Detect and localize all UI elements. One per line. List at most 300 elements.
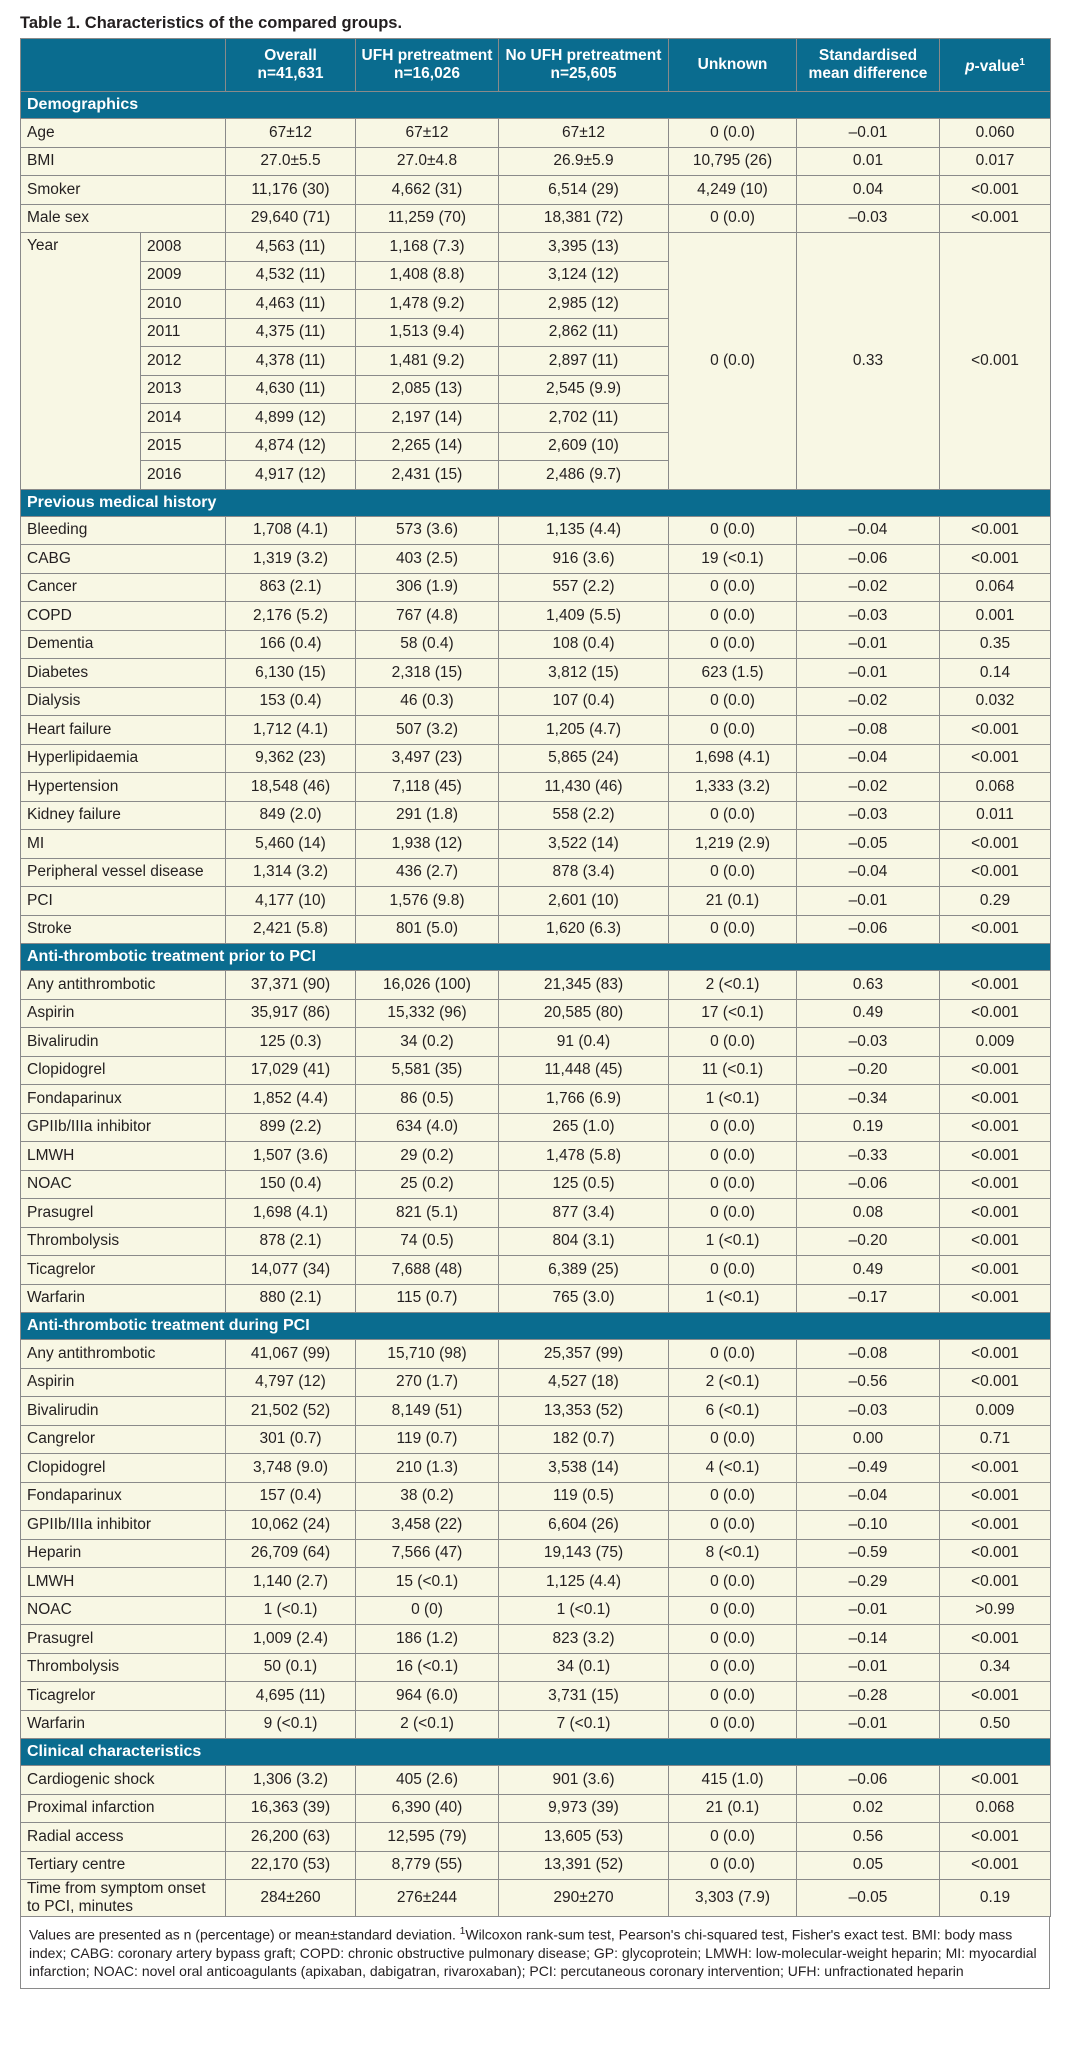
cell-smd: –0.10 [797, 1511, 940, 1540]
cell-smd: –0.08 [797, 716, 940, 745]
cell-ufh: 6,390 (40) [356, 1794, 499, 1823]
cell-ufh: 67±12 [356, 119, 499, 148]
cell-noufh: 125 (0.5) [499, 1170, 669, 1199]
year-label: 2015 [141, 432, 226, 461]
cell-unknown: 10,795 (26) [669, 147, 797, 176]
table-footnote: Values are presented as n (percentage) or mean±standard deviation. $^1$Wilcoxon rank-sum test, Pearson's chi-squared test, Fisher's exact test. BMI: body mass index; CABG: coronary artery bypass graft; COPD: chronic obstructive pulmonary disease; GP: glycoprotein; LMWH: low-molecular-weight heparin; MI: myocardial infarction; NOAC: novel oral anticoagulants (apixaban, dabigatran, rivaroxaban); PCI: percutaneous coronary intervention; UFH: unfractionated heparin [20, 1917, 1050, 1989]
row-label: Male sex [21, 204, 226, 233]
row-label: Time from symptom onset to PCI, minutes [21, 1880, 226, 1917]
cell-ufh: 2 (<0.1) [356, 1710, 499, 1739]
cell-noufh: 182 (0.7) [499, 1425, 669, 1454]
row-label: COPD [21, 602, 226, 631]
cell-overall: 4,874 (12) [226, 432, 356, 461]
section-title: Anti-thrombotic treatment prior to PCI [21, 944, 1051, 971]
cell-ufh: 1,478 (9.2) [356, 290, 499, 319]
cell-smd: –0.03 [797, 602, 940, 631]
cell-p: <0.001 [940, 1851, 1051, 1880]
cell-noufh: 3,124 (12) [499, 261, 669, 290]
cell-overall: 1 (<0.1) [226, 1596, 356, 1625]
cell-smd: 0.49 [797, 999, 940, 1028]
cell-p: 0.068 [940, 773, 1051, 802]
cell-noufh: 2,609 (10) [499, 432, 669, 461]
cell-smd: –0.28 [797, 1682, 940, 1711]
cell-ufh: 27.0±4.8 [356, 147, 499, 176]
cell-ufh: 16 (<0.1) [356, 1653, 499, 1682]
cell-ufh: 573 (3.6) [356, 516, 499, 545]
table-row [21, 1056, 1051, 1085]
row-label: Proximal infarction [21, 1794, 226, 1823]
cell-overall: 4,463 (11) [226, 290, 356, 319]
row-label: Kidney failure [21, 801, 226, 830]
row-label: BMI [21, 147, 226, 176]
cell-noufh: 5,865 (24) [499, 744, 669, 773]
cell-p: <0.001 [940, 1568, 1051, 1597]
cell-smd: 0.63 [797, 971, 940, 1000]
cell-unknown: 0 (0.0) [669, 1851, 797, 1880]
cell-p: <0.001 [940, 1284, 1051, 1313]
cell-noufh: 3,812 (15) [499, 659, 669, 688]
cell-unknown: 3,303 (7.9) [669, 1880, 797, 1917]
section-title: Anti-thrombotic treatment during PCI [21, 1313, 1051, 1340]
table-row [21, 1227, 1051, 1256]
header-pvalue: p-value$^1$ [940, 39, 1051, 92]
table-row [21, 773, 1051, 802]
table-row [21, 630, 1051, 659]
row-label: Hypertension [21, 773, 226, 802]
header-ufh: UFH pretreatment n=16,026 [356, 39, 499, 92]
row-label: Cancer [21, 573, 226, 602]
cell-ufh: 821 (5.1) [356, 1199, 499, 1228]
cell-noufh: 878 (3.4) [499, 858, 669, 887]
cell-smd: –0.05 [797, 830, 940, 859]
row-label: MI [21, 830, 226, 859]
row-label: NOAC [21, 1170, 226, 1199]
cell-p: <0.001 [940, 858, 1051, 887]
cell-p: 0.50 [940, 1710, 1051, 1739]
cell-p: <0.001 [940, 176, 1051, 205]
year-label: 2016 [141, 461, 226, 490]
row-label: Cardiogenic shock [21, 1766, 226, 1795]
cell-smd: –0.06 [797, 1766, 940, 1795]
cell-p: <0.001 [940, 1682, 1051, 1711]
cell-smd: –0.17 [797, 1284, 940, 1313]
cell-smd: –0.29 [797, 1568, 940, 1597]
cell-noufh: 2,601 (10) [499, 887, 669, 916]
table-caption: Table 1. Characteristics of the compared groups. [20, 14, 403, 32]
table-row [21, 1368, 1051, 1397]
table-row [21, 545, 1051, 574]
cell-noufh: 26.9±5.9 [499, 147, 669, 176]
header-unknown: Unknown [669, 39, 797, 92]
cell-ufh: 405 (2.6) [356, 1766, 499, 1795]
cell-overall: 863 (2.1) [226, 573, 356, 602]
cell-smd: –0.04 [797, 858, 940, 887]
cell-ufh: 7,118 (45) [356, 773, 499, 802]
cell-p: <0.001 [940, 744, 1051, 773]
cell-smd: –0.14 [797, 1625, 940, 1654]
cell-smd: –0.06 [797, 545, 940, 574]
cell-ufh: 86 (0.5) [356, 1085, 499, 1114]
cell-ufh: 964 (6.0) [356, 1682, 499, 1711]
cell-ufh: 2,318 (15) [356, 659, 499, 688]
section-title: Clinical characteristics [21, 1739, 1051, 1766]
row-label: Ticagrelor [21, 1682, 226, 1711]
cell-unknown: 0 (0.0) [669, 801, 797, 830]
cell-unknown: 0 (0.0) [669, 1113, 797, 1142]
cell-unknown: 1 (<0.1) [669, 1085, 797, 1114]
table-row [21, 1596, 1051, 1625]
cell-p: <0.001 [940, 545, 1051, 574]
table-row [21, 744, 1051, 773]
row-label: Fondaparinux [21, 1085, 226, 1114]
table-row [21, 1880, 1051, 1917]
cell-noufh: 1,135 (4.4) [499, 516, 669, 545]
table-row [21, 858, 1051, 887]
cell-overall: 153 (0.4) [226, 687, 356, 716]
cell-overall: 1,314 (3.2) [226, 858, 356, 887]
table-row [21, 1085, 1051, 1114]
cell-p: 0.009 [940, 1397, 1051, 1426]
cell-smd: –0.34 [797, 1085, 940, 1114]
cell-ufh: 801 (5.0) [356, 915, 499, 944]
cell-noufh: 823 (3.2) [499, 1625, 669, 1654]
cell-noufh: 11,430 (46) [499, 773, 669, 802]
table-row [21, 716, 1051, 745]
cell-unknown: 0 (0.0) [669, 573, 797, 602]
cell-smd: –0.04 [797, 744, 940, 773]
cell-noufh: 13,605 (53) [499, 1823, 669, 1852]
cell-ufh: 276±244 [356, 1880, 499, 1917]
cell-p: <0.001 [940, 830, 1051, 859]
cell-p: 0.064 [940, 573, 1051, 602]
cell-overall: 11,176 (30) [226, 176, 356, 205]
cell-ufh: 58 (0.4) [356, 630, 499, 659]
cell-overall: 4,532 (11) [226, 261, 356, 290]
cell-smd: 0.02 [797, 1794, 940, 1823]
cell-overall: 166 (0.4) [226, 630, 356, 659]
row-label: Aspirin [21, 999, 226, 1028]
cell-ufh: 15,332 (96) [356, 999, 499, 1028]
header-no-ufh: No UFH pretreatment n=25,605 [499, 39, 669, 92]
cell-noufh: 3,731 (15) [499, 1682, 669, 1711]
section-title: Previous medical history [21, 489, 1051, 516]
cell-overall: 1,319 (3.2) [226, 545, 356, 574]
table-row [21, 602, 1051, 631]
cell-noufh: 2,897 (11) [499, 347, 669, 376]
cell-ufh: 634 (4.0) [356, 1113, 499, 1142]
cell-overall: 1,698 (4.1) [226, 1199, 356, 1228]
cell-noufh: 1,620 (6.3) [499, 915, 669, 944]
cell-noufh: 1,766 (6.9) [499, 1085, 669, 1114]
cell-ufh: 1,938 (12) [356, 830, 499, 859]
cell-overall: 4,899 (12) [226, 404, 356, 433]
table-row [21, 1284, 1051, 1313]
cell-unknown: 0 (0.0) [669, 1823, 797, 1852]
table-row [21, 659, 1051, 688]
cell-p: <0.001 [940, 1170, 1051, 1199]
row-label: Fondaparinux [21, 1482, 226, 1511]
cell-noufh: 21,345 (83) [499, 971, 669, 1000]
cell-overall: 10,062 (24) [226, 1511, 356, 1540]
row-label: GPIIb/IIIa inhibitor [21, 1113, 226, 1142]
cell-smd: –0.01 [797, 1596, 940, 1625]
row-label: Any antithrombotic [21, 1340, 226, 1369]
row-label: Thrombolysis [21, 1227, 226, 1256]
cell-overall: 50 (0.1) [226, 1653, 356, 1682]
cell-smd: –0.01 [797, 887, 940, 916]
cell-ufh: 8,149 (51) [356, 1397, 499, 1426]
cell-overall: 284±260 [226, 1880, 356, 1917]
cell-p: >0.99 [940, 1596, 1051, 1625]
cell-ufh: 16,026 (100) [356, 971, 499, 1000]
row-label: CABG [21, 545, 226, 574]
row-label: Aspirin [21, 1368, 226, 1397]
cell-p: <0.001 [940, 999, 1051, 1028]
table-row [21, 1539, 1051, 1568]
cell-noufh: 25,357 (99) [499, 1340, 669, 1369]
cell-ufh: 291 (1.8) [356, 801, 499, 830]
characteristics-table [20, 38, 1051, 1917]
row-label: Prasugrel [21, 1625, 226, 1654]
row-label: Age [21, 119, 226, 148]
cell-overall: 4,375 (11) [226, 318, 356, 347]
row-label: Year [21, 233, 141, 490]
table-row [21, 1199, 1051, 1228]
cell-smd: 0.01 [797, 147, 940, 176]
row-label: PCI [21, 887, 226, 916]
cell-noufh: 6,389 (25) [499, 1256, 669, 1285]
cell-overall: 29,640 (71) [226, 204, 356, 233]
table-row [21, 1851, 1051, 1880]
cell-unknown: 0 (0.0) [669, 1710, 797, 1739]
cell-p: <0.001 [940, 1113, 1051, 1142]
cell-p: 0.060 [940, 119, 1051, 148]
section-header [21, 944, 1051, 971]
cell-overall: 1,852 (4.4) [226, 1085, 356, 1114]
cell-overall: 1,009 (2.4) [226, 1625, 356, 1654]
cell-ufh: 11,259 (70) [356, 204, 499, 233]
cell-unknown: 8 (<0.1) [669, 1539, 797, 1568]
cell-unknown: 1,333 (3.2) [669, 773, 797, 802]
cell-p: 0.009 [940, 1028, 1051, 1057]
table-row [21, 1511, 1051, 1540]
cell-overall: 125 (0.3) [226, 1028, 356, 1057]
cell-noufh: 108 (0.4) [499, 630, 669, 659]
table-row [21, 1823, 1051, 1852]
cell-unknown: 21 (0.1) [669, 1794, 797, 1823]
cell-noufh: 20,585 (80) [499, 999, 669, 1028]
cell-p: 0.29 [940, 887, 1051, 916]
table-row [21, 516, 1051, 545]
cell-overall: 4,630 (11) [226, 375, 356, 404]
cell-smd: –0.05 [797, 1880, 940, 1917]
year-label: 2008 [141, 233, 226, 262]
cell-unknown: 0 (0.0) [669, 915, 797, 944]
cell-unknown: 0 (0.0) [669, 602, 797, 631]
cell-smd: 0.49 [797, 1256, 940, 1285]
table-row [21, 1794, 1051, 1823]
cell-overall: 26,709 (64) [226, 1539, 356, 1568]
cell-smd: –0.03 [797, 1028, 940, 1057]
row-label: Prasugrel [21, 1199, 226, 1228]
cell-p: 0.19 [940, 1880, 1051, 1917]
cell-p: <0.001 [940, 1482, 1051, 1511]
cell-unknown: 1 (<0.1) [669, 1227, 797, 1256]
row-label: Smoker [21, 176, 226, 205]
row-label: Any antithrombotic [21, 971, 226, 1000]
cell-unknown: 0 (0.0) [669, 687, 797, 716]
cell-unknown: 0 (0.0) [669, 1682, 797, 1711]
cell-unknown: 0 (0.0) [669, 1256, 797, 1285]
cell-noufh: 557 (2.2) [499, 573, 669, 602]
cell-noufh: 2,486 (9.7) [499, 461, 669, 490]
cell-smd: –0.06 [797, 1170, 940, 1199]
cell-overall: 157 (0.4) [226, 1482, 356, 1511]
cell-overall: 4,378 (11) [226, 347, 356, 376]
cell-noufh: 9,973 (39) [499, 1794, 669, 1823]
cell-ufh: 1,576 (9.8) [356, 887, 499, 916]
table-row [21, 1766, 1051, 1795]
cell-overall: 301 (0.7) [226, 1425, 356, 1454]
cell-overall: 1,306 (3.2) [226, 1766, 356, 1795]
cell-noufh: 1 (<0.1) [499, 1596, 669, 1625]
cell-p: <0.001 [940, 1368, 1051, 1397]
cell-smd: –0.01 [797, 659, 940, 688]
cell-noufh: 2,545 (9.9) [499, 375, 669, 404]
cell-unknown: 4,249 (10) [669, 176, 797, 205]
cell-overall: 17,029 (41) [226, 1056, 356, 1085]
cell-unknown: 2 (<0.1) [669, 1368, 797, 1397]
cell-smd: –0.03 [797, 1397, 940, 1426]
cell-smd: –0.20 [797, 1227, 940, 1256]
cell-ufh: 1,168 (7.3) [356, 233, 499, 262]
cell-ufh: 4,662 (31) [356, 176, 499, 205]
table-row [21, 1256, 1051, 1285]
cell-ufh: 186 (1.2) [356, 1625, 499, 1654]
cell-noufh: 2,985 (12) [499, 290, 669, 319]
cell-unknown: 1,698 (4.1) [669, 744, 797, 773]
table-row [21, 1425, 1051, 1454]
cell-unknown: 0 (0.0) [669, 630, 797, 659]
cell-p: <0.001 [940, 1340, 1051, 1369]
cell-p: <0.001 [940, 1539, 1051, 1568]
table-row [21, 1653, 1051, 1682]
row-label: Thrombolysis [21, 1653, 226, 1682]
cell-noufh: 2,702 (11) [499, 404, 669, 433]
cell-noufh: 1,409 (5.5) [499, 602, 669, 631]
cell-noufh: 19,143 (75) [499, 1539, 669, 1568]
cell-p: 0.017 [940, 147, 1051, 176]
cell-ufh: 25 (0.2) [356, 1170, 499, 1199]
cell-overall: 4,177 (10) [226, 887, 356, 916]
cell-smd: 0.19 [797, 1113, 940, 1142]
cell-smd: –0.03 [797, 204, 940, 233]
cell-unknown: 6 (<0.1) [669, 1397, 797, 1426]
cell-p: <0.001 [940, 1227, 1051, 1256]
cell-smd: –0.02 [797, 687, 940, 716]
cell-unknown: 0 (0.0) [669, 233, 797, 490]
header-blank [21, 39, 226, 92]
header-row [21, 39, 1051, 92]
cell-unknown: 0 (0.0) [669, 1482, 797, 1511]
cell-unknown: 415 (1.0) [669, 1766, 797, 1795]
cell-overall: 4,695 (11) [226, 1682, 356, 1711]
cell-ufh: 15,710 (98) [356, 1340, 499, 1369]
cell-ufh: 2,431 (15) [356, 461, 499, 490]
cell-overall: 18,548 (46) [226, 773, 356, 802]
cell-noufh: 877 (3.4) [499, 1199, 669, 1228]
row-label: Dialysis [21, 687, 226, 716]
cell-ufh: 3,458 (22) [356, 1511, 499, 1540]
cell-ufh: 115 (0.7) [356, 1284, 499, 1313]
cell-p: 0.71 [940, 1425, 1051, 1454]
row-label: Radial access [21, 1823, 226, 1852]
cell-unknown: 1 (<0.1) [669, 1284, 797, 1313]
cell-noufh: 901 (3.6) [499, 1766, 669, 1795]
cell-unknown: 0 (0.0) [669, 119, 797, 148]
cell-noufh: 1,205 (4.7) [499, 716, 669, 745]
cell-noufh: 765 (3.0) [499, 1284, 669, 1313]
cell-noufh: 13,391 (52) [499, 1851, 669, 1880]
cell-overall: 3,748 (9.0) [226, 1454, 356, 1483]
cell-p: <0.001 [940, 1056, 1051, 1085]
row-label: Hyperlipidaemia [21, 744, 226, 773]
cell-overall: 27.0±5.5 [226, 147, 356, 176]
cell-p: 0.14 [940, 659, 1051, 688]
cell-smd: –0.01 [797, 630, 940, 659]
cell-ufh: 0 (0) [356, 1596, 499, 1625]
cell-overall: 1,708 (4.1) [226, 516, 356, 545]
cell-p: 0.001 [940, 602, 1051, 631]
cell-overall: 16,363 (39) [226, 1794, 356, 1823]
cell-overall: 22,170 (53) [226, 1851, 356, 1880]
cell-p: <0.001 [940, 1511, 1051, 1540]
table-row [21, 999, 1051, 1028]
header-smd: Standardised mean difference [797, 39, 940, 92]
cell-unknown: 0 (0.0) [669, 1340, 797, 1369]
table-row [21, 1397, 1051, 1426]
cell-p: <0.001 [940, 1142, 1051, 1171]
row-label: Stroke [21, 915, 226, 944]
cell-noufh: 119 (0.5) [499, 1482, 669, 1511]
table-figure [20, 12, 1050, 1989]
year-label: 2014 [141, 404, 226, 433]
cell-p: <0.001 [940, 915, 1051, 944]
table-row [21, 1482, 1051, 1511]
cell-p: <0.001 [940, 716, 1051, 745]
cell-overall: 1,712 (4.1) [226, 716, 356, 745]
cell-smd: –0.02 [797, 773, 940, 802]
cell-ufh: 2,085 (13) [356, 375, 499, 404]
year-label: 2012 [141, 347, 226, 376]
row-label: Ticagrelor [21, 1256, 226, 1285]
section-header [21, 92, 1051, 119]
cell-p: <0.001 [940, 1199, 1051, 1228]
row-label: Bivalirudin [21, 1397, 226, 1426]
cell-noufh: 3,522 (14) [499, 830, 669, 859]
row-label: Cangrelor [21, 1425, 226, 1454]
section-title: Demographics [21, 92, 1051, 119]
table-row [21, 1682, 1051, 1711]
cell-smd: 0.00 [797, 1425, 940, 1454]
cell-unknown: 4 (<0.1) [669, 1454, 797, 1483]
cell-smd: –0.49 [797, 1454, 940, 1483]
cell-ufh: 46 (0.3) [356, 687, 499, 716]
cell-noufh: 3,538 (14) [499, 1454, 669, 1483]
year-label: 2010 [141, 290, 226, 319]
cell-unknown: 0 (0.0) [669, 1568, 797, 1597]
cell-overall: 4,563 (11) [226, 233, 356, 262]
